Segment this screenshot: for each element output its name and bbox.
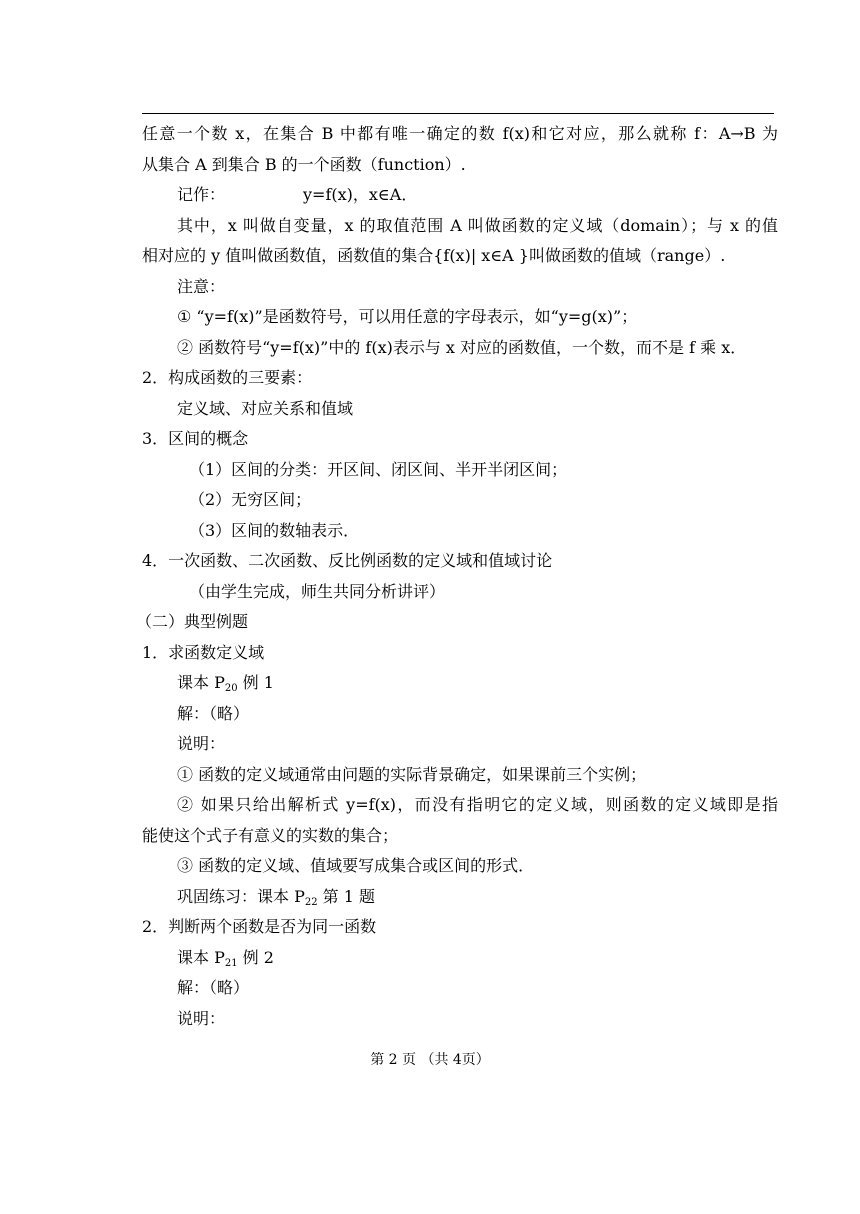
paragraph-line: （由学生完成，师生共同分析讲评） xyxy=(189,582,446,601)
paragraph-line: 解：（略） xyxy=(177,704,250,723)
note-item: ② 函数符号“y=f(x)”中的 f(x)表示与 x 对应的函数值，一个数，而不是 f 乘 x． xyxy=(177,338,747,357)
notation-line xyxy=(177,184,417,206)
paragraph-line: 任意一个数 x，在集合 B 中都有唯一确定的数 f(x)和它对应，那么就称 f：A→B 为 xyxy=(142,124,778,143)
paragraph-line: 从集合 A 到集合 B 的一个函数（function）. xyxy=(142,155,466,174)
reference-prefix: 课本 P xyxy=(177,673,225,692)
note-item: ① “y=f(x)”是函数符号，可以用任意的字母表示，如“y=g(x)”； xyxy=(177,307,638,326)
paragraph-line: 能使这个式子有意义的实数的集合； xyxy=(142,826,399,845)
page-subscript: 22 xyxy=(304,897,318,908)
reference-prefix: 课本 P xyxy=(177,948,225,967)
list-item: （3）区间的数轴表示． xyxy=(189,521,360,540)
page-footer: 第 2 页 （共 4页） xyxy=(370,1052,490,1068)
note-heading: 说明： xyxy=(177,734,226,753)
textbook-reference xyxy=(177,672,274,694)
textbook-reference xyxy=(177,947,274,969)
section-heading: 2．构成函数的三要素： xyxy=(142,368,313,387)
note-heading: 注意： xyxy=(177,277,226,296)
paragraph-line: 其中，x 叫做自变量，x 的取值范围 A 叫做函数的定义域（domain）；与 x 的值 xyxy=(177,216,778,235)
section-heading: （二）典型例题 xyxy=(136,612,249,631)
section-heading: 1．求函数定义域 xyxy=(142,643,265,662)
note-item: ① 函数的定义域通常由问题的实际背景确定，如果课前三个实例； xyxy=(177,765,647,784)
note-heading: 说明： xyxy=(177,1009,226,1028)
page-subscript: 21 xyxy=(224,958,238,969)
paragraph-line: 相对应的 y 值叫做函数值，函数值的集合{f(x)| x∈A }叫做函数的值域（range）. xyxy=(142,246,726,265)
paragraph-line: 解：（略） xyxy=(177,978,250,997)
notation-formula: y=f(x)，x∈A． xyxy=(303,185,418,204)
paragraph-line: 定义域、对应关系和值域 xyxy=(177,399,354,418)
list-item: （2）无穷区间； xyxy=(189,490,312,509)
note-item: ③ 函数的定义域、值域要写成集合或区间的形式． xyxy=(177,856,535,875)
notation-label: 记作： xyxy=(177,185,226,204)
page-subscript: 20 xyxy=(224,683,238,694)
header-rule xyxy=(142,113,774,114)
list-item: （1）区间的分类：开区间、闭区间、半开半闭区间； xyxy=(189,460,568,479)
section-heading: 2．判断两个函数是否为同一函数 xyxy=(142,917,377,936)
exercise-reference xyxy=(177,886,375,908)
reference-suffix: 第 1 题 xyxy=(317,887,376,906)
section-heading: 4．一次函数、二次函数、反比例函数的定义域和值域讨论 xyxy=(142,551,553,570)
reference-suffix: 例 1 xyxy=(237,673,274,692)
reference-prefix: 巩固练习：课本 P xyxy=(177,887,305,906)
note-item: ② 如果只给出解析式 y=f(x)，而没有指明它的定义域，则函数的定义域即是指 xyxy=(177,795,778,814)
section-heading: 3．区间的概念 xyxy=(142,429,249,448)
reference-suffix: 例 2 xyxy=(237,948,274,967)
